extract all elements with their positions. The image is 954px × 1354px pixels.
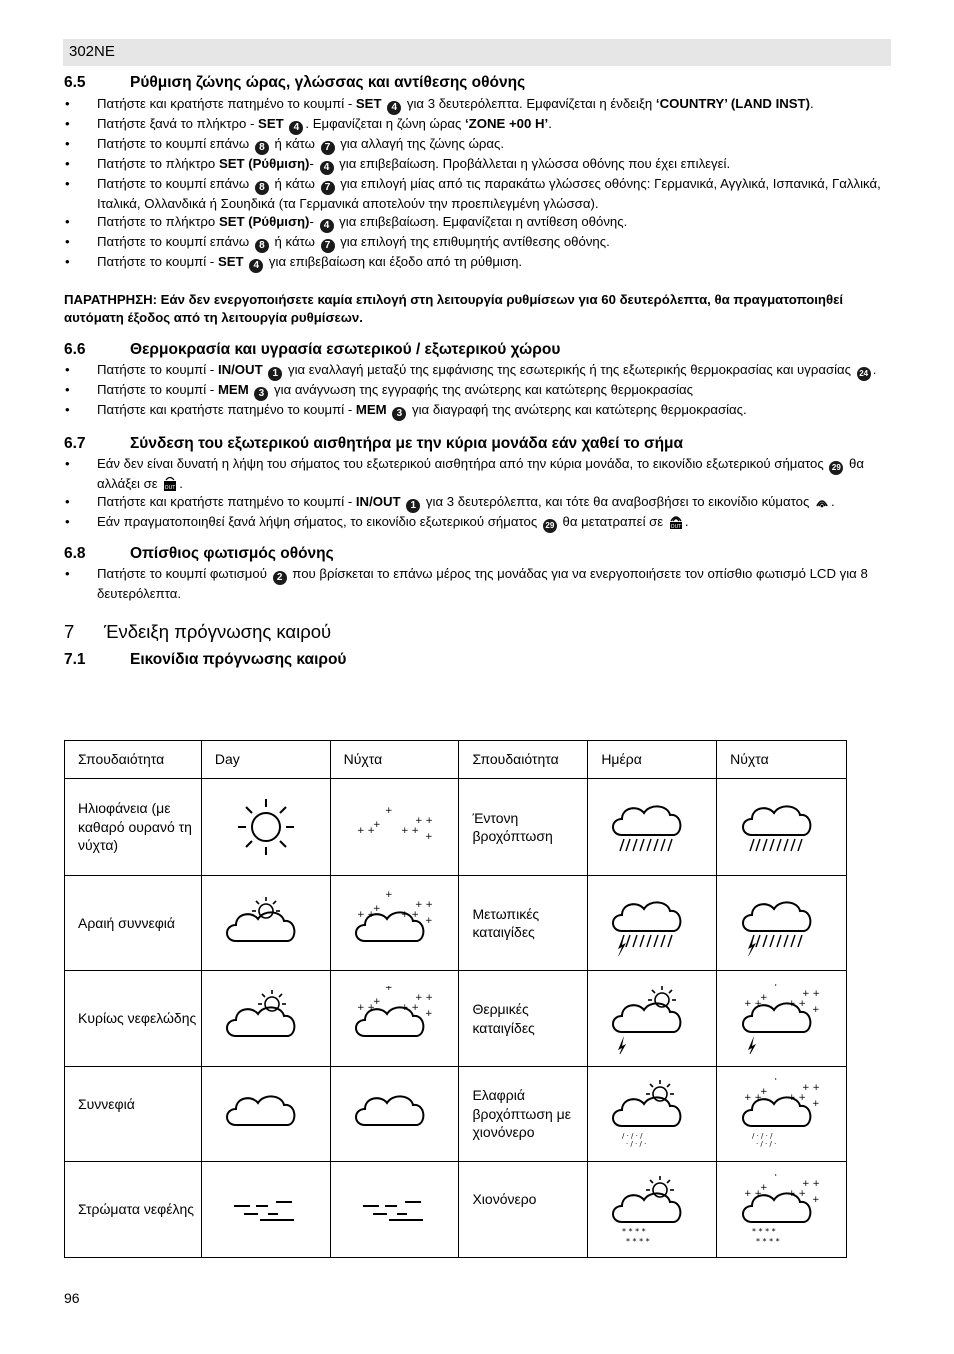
button-number-icon: 1 xyxy=(268,367,282,381)
manual-content xyxy=(64,74,892,669)
model-number: 302NE xyxy=(69,43,115,60)
list-item: • Πατήστε το κουμπί - IN/OUT 1 για εναλλαγή μεταξύ της εμφάνισης της εσωτερικής ή της εξωτερικής θερμοκρασίας και υγρασίας 24 . xyxy=(64,361,892,381)
light-clouds-day-icon xyxy=(201,876,330,971)
table-row xyxy=(65,1067,847,1162)
list-item: • Πατήστε ξανά το πλήκτρο - SET 4 . Εμφανίζεται η ζώνη ώρας ‘ZONE +00 H’. xyxy=(64,115,892,135)
svg-text:OUT: OUT xyxy=(670,524,682,529)
mostly-cloudy-day-icon xyxy=(201,971,330,1067)
table-header: Day xyxy=(201,741,330,779)
signal-ok-icon xyxy=(669,514,683,529)
table-header: Νύχτα xyxy=(717,741,847,779)
light-sleet-rain-night-icon xyxy=(717,1067,847,1162)
mostly-cloudy-night-icon xyxy=(330,971,459,1067)
display-number-icon: 29 xyxy=(829,461,843,475)
frontal-storm-day-icon xyxy=(588,876,717,971)
table-row xyxy=(65,1162,847,1258)
forecast-label: Θερμικές καταιγίδες xyxy=(459,971,588,1067)
button-number-icon: 7 xyxy=(321,141,335,155)
section-6-5-list xyxy=(64,95,892,273)
overcast-night-icon xyxy=(330,1067,459,1162)
forecast-label: Έντονη βροχόπτωση xyxy=(459,779,588,876)
list-item: • Εάν δεν είναι δυνατή η λήψη του σήματος του εξωτερικού αισθητήρα από την κύρια μονάδα, το εικονίδιο εξωτερικού σήματος 29 θα αλλάξει σε OUT . xyxy=(64,455,892,493)
overcast-day-icon xyxy=(201,1067,330,1162)
sunny-day-icon xyxy=(201,779,330,876)
section-6-8-list xyxy=(64,565,892,603)
section-6-7-heading: 6.7 Σύνδεση του εξωτερικού αισθητήρα με την κύρια μονάδα εάν χαθεί το σήμα xyxy=(64,435,684,452)
sleet-night-icon xyxy=(717,1162,847,1258)
table-header-row xyxy=(65,741,847,779)
section-6-6-heading: 6.6 Θερμοκρασία και υγρασία εσωτερικού / εξωτερικού χώρου xyxy=(64,341,561,358)
list-item: • Πατήστε το κουμπί - MEM 3 για ανάγνωση της εγγραφής της ανώτερης και κατώτερης θερμοκρασίας xyxy=(64,381,892,401)
note-text: ΠΑΡΑΤΗΡΗΣΗ: Εάν δεν ενεργοποιήσετε καμία επιλογή στη λειτουργία ρυθμίσεων για 60 δευτερόλεπτα, θα πραγματοποιηθεί αυτόματη έξοδος από τη λειτουργία ρυθμίσεων. xyxy=(64,292,844,325)
forecast-label: Στρώματα νεφέλης xyxy=(65,1162,202,1258)
stratus-night-icon xyxy=(330,1162,459,1258)
table-row xyxy=(65,779,847,876)
light-sleet-rain-day-icon xyxy=(588,1067,717,1162)
sleet-day-icon xyxy=(588,1162,717,1258)
weather-icon-table xyxy=(64,740,847,1258)
button-number-icon: 7 xyxy=(321,239,335,253)
thermal-storm-night-icon xyxy=(717,971,847,1067)
button-number-icon: 4 xyxy=(289,121,303,135)
list-item: • Εάν πραγματοποιηθεί ξανά λήψη σήματος, το εικονίδιο εξωτερικού σήματος 29 θα μετατραπεί σε OUT . xyxy=(64,513,892,533)
section-7-1-heading: 7.1 Εικονίδια πρόγνωσης καιρού xyxy=(64,651,347,668)
forecast-label: Αραιή συννεφιά xyxy=(65,876,202,971)
display-number-icon: 29 xyxy=(543,519,557,533)
button-number-icon: 2 xyxy=(273,571,287,585)
wave-icon xyxy=(815,494,829,509)
list-item: • Πατήστε και κρατήστε πατημένο το κουμπί - SET 4 για 3 δευτερόλεπτα. Εμφανίζεται η ένδειξη ‘COUNTRY’ (LAND INST). xyxy=(64,95,892,115)
button-number-icon: 4 xyxy=(320,161,334,175)
table-header: Ημέρα xyxy=(588,741,717,779)
forecast-label: Συννεφιά xyxy=(65,1067,202,1162)
button-number-icon: 4 xyxy=(249,259,263,273)
section-7-heading: 7 Ένδειξη πρόγνωσης καιρού xyxy=(64,621,332,642)
table-row xyxy=(65,876,847,971)
forecast-label: Κυρίως νεφελώδης xyxy=(65,971,202,1067)
table-row xyxy=(65,971,847,1067)
list-item: • Πατήστε το κουμπί επάνω 8 ή κάτω 7 για αλλαγή της ζώνης ώρας. xyxy=(64,135,892,155)
button-number-icon: 4 xyxy=(320,219,334,233)
list-item: • Πατήστε και κρατήστε πατημένο το κουμπί - MEM 3 για διαγραφή της ανώτερης και κατώτερης θερμοκρασίας. xyxy=(64,401,892,421)
table-header: Σπουδαιότητα xyxy=(459,741,588,779)
light-clouds-night-icon xyxy=(330,876,459,971)
svg-text:OUT: OUT xyxy=(164,485,176,491)
list-item: • Πατήστε το κουμπί - SET 4 για επιβεβαίωση και έξοδο από τη ρύθμιση. xyxy=(64,253,892,273)
page-header xyxy=(63,39,891,66)
frontal-storm-night-icon xyxy=(717,876,847,971)
table-header: Νύχτα xyxy=(330,741,459,779)
forecast-label: Ηλιοφάνεια (με καθαρό ουρανό τη νύχτα) xyxy=(65,779,202,876)
section-6-8-heading: 6.8 Οπίσθιος φωτισμός οθόνης xyxy=(64,545,334,562)
stratus-day-icon xyxy=(201,1162,330,1258)
list-item: • Πατήστε το κουμπί φωτισμού 2 που βρίσκεται το επάνω μέρος της μονάδας για να ενεργοποιήσετε τον οπίσθιο φωτισμό LCD για 8 δευτερόλεπτα. xyxy=(64,565,892,603)
forecast-label: Χιονόνερο xyxy=(459,1162,588,1258)
signal-lost-icon xyxy=(163,476,177,491)
button-number-icon: 3 xyxy=(254,387,268,401)
forecast-label: Μετωπικές καταιγίδες xyxy=(459,876,588,971)
button-number-icon: 8 xyxy=(255,141,269,155)
list-item: • Πατήστε το κουμπί επάνω 8 ή κάτω 7 για επιλογή της επιθυμητής αντίθεσης οθόνης. xyxy=(64,233,892,253)
section-6-5-heading: 6.5 Ρύθμιση ζώνης ώρας, γλώσσας και αντίθεσης οθόνης xyxy=(64,74,526,91)
button-number-icon: 8 xyxy=(255,181,269,195)
button-number-icon: 8 xyxy=(255,239,269,253)
forecast-label: Ελαφριά βροχόπτωση με χιονόνερο xyxy=(459,1067,588,1162)
button-number-icon: 4 xyxy=(387,101,401,115)
table-header: Σπουδαιότητα xyxy=(65,741,202,779)
button-number-icon: 3 xyxy=(392,407,406,421)
section-6-7-list xyxy=(64,455,892,533)
button-number-icon: 1 xyxy=(406,499,420,513)
heavy-rain-night-icon xyxy=(717,779,847,876)
list-item: • Πατήστε το πλήκτρο SET (Ρύθμιση)- 4 για επιβεβαίωση. Εμφανίζεται η αντίθεση οθόνης. xyxy=(64,213,892,233)
section-6-6-list xyxy=(64,361,892,421)
display-number-icon: 24 xyxy=(857,367,871,381)
clear-night-icon xyxy=(330,779,459,876)
list-item: • Πατήστε το κουμπί επάνω 8 ή κάτω 7 για επιλογή μίας από τις παρακάτω γλώσσες οθόνης: Γερμανικά, Αγγλικά, Ισπανικά, Γαλλικά, Ιταλικά, Ολλανδικά ή Σουηδικά (τα Γερμανικά αποτελούν την προεπιλεγμένη γλώσσα). xyxy=(64,175,892,213)
thermal-storm-day-icon xyxy=(588,971,717,1067)
button-number-icon: 7 xyxy=(321,181,335,195)
list-item: • Πατήστε και κρατήστε πατημένο το κουμπί - IN/OUT 1 για 3 δευτερόλεπτα, και τότε θα αναβοσβήσει το εικονίδιο κύματος . xyxy=(64,493,892,513)
heavy-rain-day-icon xyxy=(588,779,717,876)
page-number: 96 xyxy=(64,1290,80,1306)
list-item: • Πατήστε το πλήκτρο SET (Ρύθμιση)- 4 για επιβεβαίωση. Προβάλλεται η γλώσσα οθόνης που έχει επιλεγεί. xyxy=(64,155,892,175)
